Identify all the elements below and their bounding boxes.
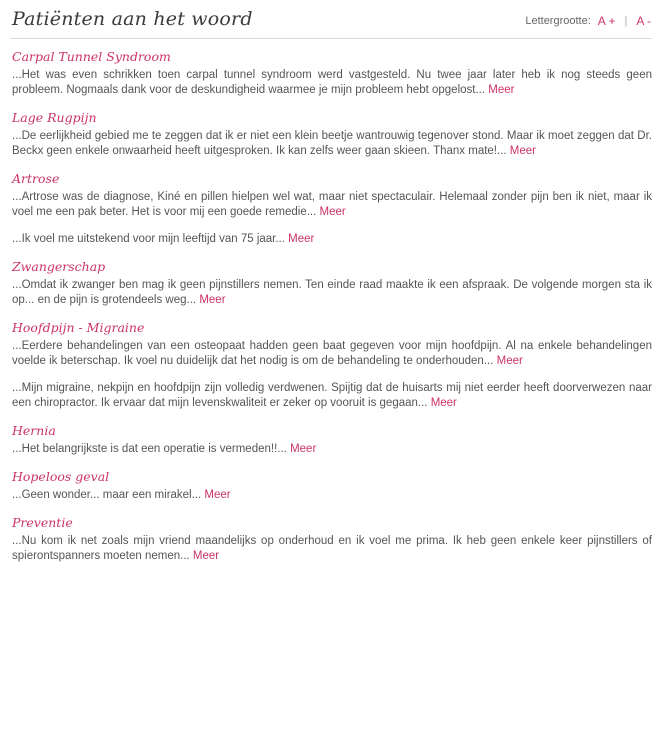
testimonial-topic [10,110,652,159]
read-more-link[interactable]: Meer [496,355,523,367]
font-size-label: Lettergrootte: [525,15,591,27]
topic-title-link[interactable]: Hoofdpijn - Migraine [12,320,145,335]
topic-title-link[interactable]: Lage Rugpijn [12,110,97,125]
testimonial-text: ...Artrose was de diagnose, Kiné en pillen hielpen wel wat, maar niet spectaculair. Helemaal zonder pijn ben ik niet, maar ik voel me een pak beter. Het is voor mij een goede remedie... [12,191,652,218]
testimonial-topic [10,515,652,564]
testimonial-entry [10,534,652,564]
testimonial-text: ...Eerdere behandelingen van een osteopaat hadden geen baat gegeven voor mijn hoofdpijn. Al na enkele behandelingen voelde ik beterschap. Ik voel nu duidelijk dat het nodig is om de behandeling te onderhouden... [12,340,652,367]
testimonial-entry [10,339,652,369]
read-more-link[interactable]: Meer [288,233,315,245]
font-size-decrease-button[interactable]: A - [636,14,651,28]
topic-title-link[interactable]: Carpal Tunnel Syndroom [12,49,171,64]
font-size-increase-button[interactable]: A + [597,14,616,28]
topic-title-link[interactable]: Preventie [12,515,73,530]
read-more-link[interactable]: Meer [204,489,231,501]
font-size-separator: | [624,15,628,27]
page-header [10,0,652,39]
testimonial-text: ...Nu kom ik net zoals mijn vriend maandelijks op onderhoud en ik voel me prima. Ik heb geen enkele keer pijnstillers of spierontspanners moeten nemen... [12,535,652,562]
read-more-link[interactable]: Meer [488,84,515,96]
testimonial-text: ...Ik voel me uitstekend voor mijn leeftijd van 75 jaar... [12,233,285,245]
read-more-link[interactable]: Meer [192,550,220,562]
testimonial-entry [10,232,652,247]
page-title: Patiënten aan het woord [12,8,253,30]
testimonial-topic [10,171,652,247]
read-more-link[interactable]: Meer [290,443,317,455]
topic-title-link[interactable]: Hernia [12,423,56,438]
testimonial-entry [10,381,652,411]
testimonial-entry [10,190,652,220]
testimonial-entry [10,278,652,308]
testimonial-entry [10,68,652,98]
topic-title-link[interactable]: Zwangerschap [12,259,106,274]
testimonial-text: ...Het belangrijkste is dat een operatie is vermeden!!... [12,443,287,455]
read-more-link[interactable]: Meer [430,397,457,409]
testimonial-text: ...Het was even schrikken toen carpal tunnel syndroom werd vastgesteld. Nu twee jaar later heb ik nog steeds geen probleem. Nogmaals dank voor de deskundigheid waarmee je mijn probleem hebt opgelost... [12,69,652,96]
read-more-link[interactable]: Meer [319,206,346,218]
testimonial-topic [10,49,652,98]
testimonial-entry [10,129,652,159]
testimonial-text: ...De eerlijkheid gebied me te zeggen dat ik er niet een klein beetje wantrouwig tegenover stond. Maar ik moet zeggen dat Dr. Beckx geen enkele onwaarheid heeft uitgesproken. Ik kan zelfs weer gaan skieen. Thanx mate!... [12,130,652,157]
testimonials-list [10,39,652,564]
testimonial-entry [10,442,652,457]
testimonial-text: ...Omdat ik zwanger ben mag ik geen pijnstillers nemen. Ten einde raad maakte ik een afspraak. De volgende morgen sta ik op... en de pijn is grotendeels weg... [12,279,652,306]
testimonial-topic [10,259,652,308]
testimonial-topic [10,423,652,457]
testimonial-text: ...Mijn migraine, nekpijn en hoofdpijn zijn volledig verdwenen. Spijtig dat de huisarts mij niet eerder heeft doorverwezen naar een chiropractor. Ik ervaar dat mijn levenskwaliteit er zeker op vooruit is gegaan... [12,382,652,409]
testimonial-topic [10,469,652,503]
topic-title-link[interactable]: Artrose [12,171,60,186]
testimonial-text: ...Geen wonder... maar een mirakel... [12,489,202,501]
read-more-link[interactable]: Meer [199,294,226,306]
topic-title-link[interactable]: Hopeloos geval [12,469,110,484]
testimonial-topic [10,320,652,411]
font-size-control [525,14,652,30]
read-more-link[interactable]: Meer [509,145,536,157]
testimonial-entry [10,488,652,503]
